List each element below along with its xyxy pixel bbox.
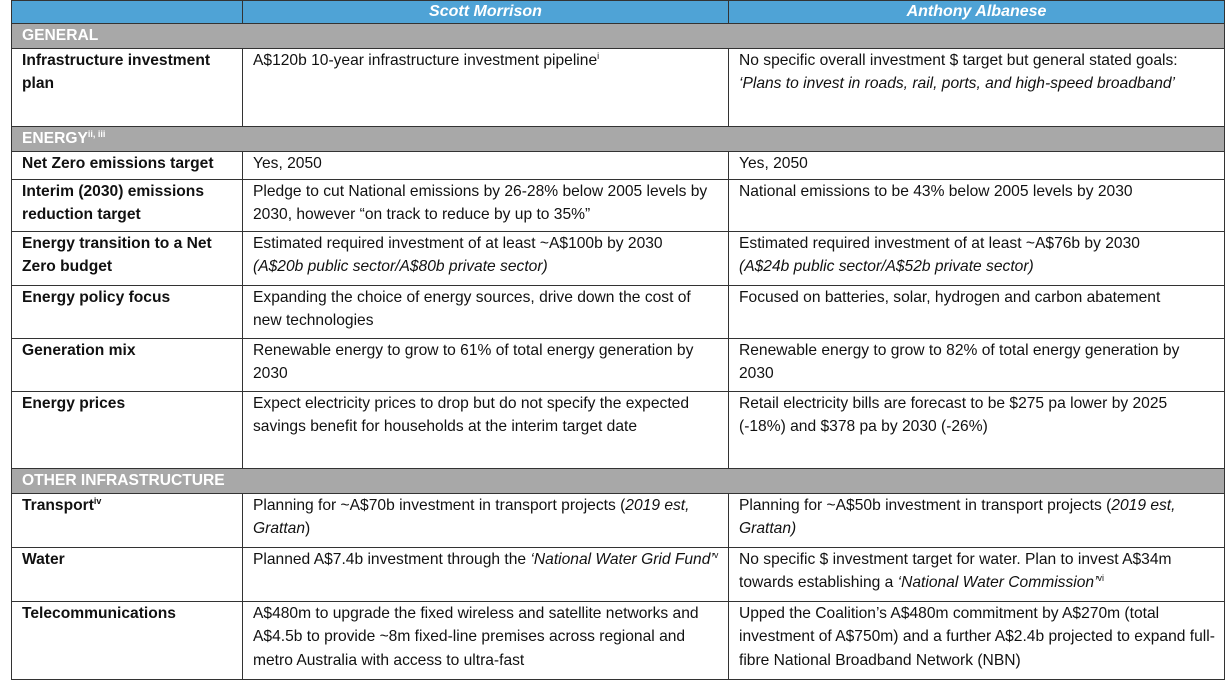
footnote-ref: i bbox=[597, 50, 600, 61]
row-label: Energy transition to a Net Zero budget bbox=[12, 232, 243, 286]
footnote-ref: iv bbox=[93, 495, 102, 506]
header-row bbox=[12, 1, 1225, 24]
cell-text: Estimated required investment of at least ~A$100b by 2030 bbox=[253, 235, 663, 252]
row-label: Generation mix bbox=[12, 339, 243, 392]
footnote-ref: vi bbox=[1097, 573, 1105, 584]
table-row bbox=[12, 602, 1225, 680]
cell-text: No specific overall investment $ target but general stated goals: bbox=[739, 52, 1178, 69]
row-label: Infrastructure investment plan bbox=[12, 49, 243, 127]
table-row bbox=[12, 548, 1225, 602]
albanese-cell: Focused on batteries, solar, hydrogen and carbon abatement bbox=[729, 286, 1225, 339]
albanese-cell bbox=[729, 49, 1225, 127]
cell-italic: ‘National Water Commission’ bbox=[897, 574, 1098, 592]
albanese-cell bbox=[729, 232, 1225, 286]
cell-italic: 2019 est, Grattan bbox=[253, 497, 690, 538]
cell-italic: (A$24b public sector/A$52b private sector) bbox=[739, 258, 1034, 276]
header-blank bbox=[12, 1, 243, 24]
cell-italic: ‘Plans to invest in roads, rail, ports, and high-speed broadband’ bbox=[739, 75, 1176, 93]
row-label bbox=[12, 494, 243, 548]
morrison-cell: Expanding the choice of energy sources, drive down the cost of new technologies bbox=[243, 286, 729, 339]
cell-italic: (A$20b public sector/A$80b private sector) bbox=[253, 258, 548, 276]
morrison-cell bbox=[243, 494, 729, 548]
cell-text: Planning for ~A$70b investment in transport projects ( bbox=[253, 497, 626, 514]
row-label: Energy policy focus bbox=[12, 286, 243, 339]
section-energy bbox=[12, 127, 1225, 152]
table-row bbox=[12, 286, 1225, 339]
morrison-cell: Yes, 2050 bbox=[243, 152, 729, 180]
row-label: Water bbox=[12, 548, 243, 602]
morrison-cell: Renewable energy to grow to 61% of total energy generation by 2030 bbox=[243, 339, 729, 392]
cell-text: No specific $ investment target for water. Plan to invest A$34m towards establishing a bbox=[739, 551, 1172, 592]
row-label-text: Transport bbox=[22, 497, 94, 514]
section-title bbox=[12, 127, 1225, 152]
cell-text: Estimated required investment of at least ~A$76b by 2030 bbox=[739, 235, 1140, 252]
section-other-infrastructure bbox=[12, 469, 1225, 494]
cell-text: A$120b 10-year infrastructure investment pipeline bbox=[253, 52, 598, 69]
section-title: GENERAL bbox=[12, 24, 1225, 49]
row-label: Net Zero emissions target bbox=[12, 152, 243, 180]
cell-italic: 2019 est, Grattan) bbox=[739, 497, 1176, 538]
morrison-cell bbox=[243, 232, 729, 286]
albanese-cell: Upped the Coalition’s A$480m commitment by A$270m (total investment of A$750m) and a further A$2.4b projected to expand full-fibre National Broadband Network (NBN) bbox=[729, 602, 1225, 680]
albanese-cell: Retail electricity bills are forecast to be $275 pa lower by 2025 (-18%) and $378 pa by 2030 (-26%) bbox=[729, 392, 1225, 469]
morrison-cell: A$480m to upgrade the fixed wireless and satellite networks and A$4.5b to provide ~8m fixed-line premises across regional and metro Australia with access to ultra-fast bbox=[243, 602, 729, 680]
morrison-cell: Expect electricity prices to drop but do not specify the expected savings benefit for households at the interim target date bbox=[243, 392, 729, 469]
row-label: Telecommunications bbox=[12, 602, 243, 680]
cell-text: Planned A$7.4b investment through the bbox=[253, 551, 531, 568]
cell-italic: ‘National Water Grid Fund’ bbox=[530, 551, 714, 568]
table-row bbox=[12, 494, 1225, 548]
table-row bbox=[12, 152, 1225, 180]
morrison-cell bbox=[243, 548, 729, 602]
footnote-ref: v bbox=[713, 549, 719, 560]
morrison-cell bbox=[243, 49, 729, 127]
policy-comparison-table bbox=[11, 0, 1225, 680]
table-row bbox=[12, 392, 1225, 469]
header-morrison: Scott Morrison bbox=[243, 1, 729, 24]
albanese-cell: National emissions to be 43% below 2005 levels by 2030 bbox=[729, 180, 1225, 232]
table-row bbox=[12, 339, 1225, 392]
albanese-cell bbox=[729, 494, 1225, 548]
table-row bbox=[12, 49, 1225, 127]
cell-text: ) bbox=[305, 520, 311, 538]
section-general bbox=[12, 24, 1225, 49]
albanese-cell: Renewable energy to grow to 82% of total energy generation by 2030 bbox=[729, 339, 1225, 392]
row-label: Energy prices bbox=[12, 392, 243, 469]
section-title-text: ENERGY bbox=[22, 130, 88, 147]
cell-text: Planning for ~A$50b investment in transport projects ( bbox=[739, 497, 1112, 514]
albanese-cell bbox=[729, 548, 1225, 602]
section-title: OTHER INFRASTRUCTURE bbox=[12, 469, 1225, 494]
footnote-ref: ii, iii bbox=[87, 128, 106, 139]
albanese-cell: Yes, 2050 bbox=[729, 152, 1225, 180]
table-row bbox=[12, 232, 1225, 286]
row-label: Interim (2030) emissions reduction target bbox=[12, 180, 243, 232]
morrison-cell: Pledge to cut National emissions by 26-28% below 2005 levels by 2030, however “on track to reduce by up to 35%” bbox=[243, 180, 729, 232]
header-albanese: Anthony Albanese bbox=[729, 1, 1225, 24]
table-row bbox=[12, 180, 1225, 232]
